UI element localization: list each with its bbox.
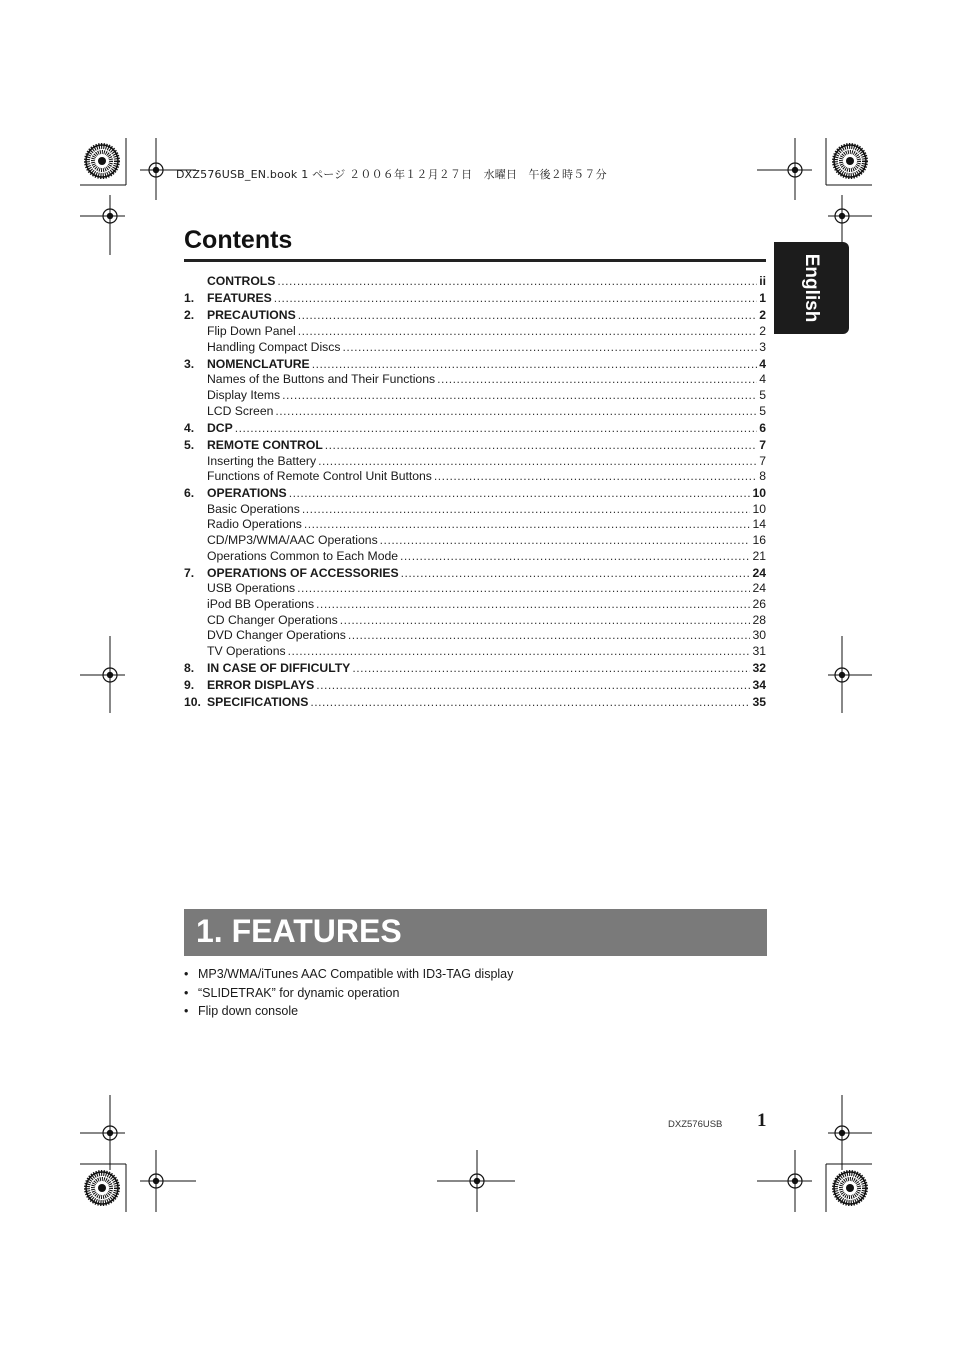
toc-leader-dots (304, 517, 751, 533)
toc-entry-page: ii (759, 274, 766, 288)
toc-entry-label: OPERATIONS (207, 486, 287, 501)
toc-leader-dots (316, 678, 750, 694)
features-list (184, 965, 513, 1021)
toc-leader-dots (275, 404, 757, 420)
toc-entry-label: NOMENCLATURE (207, 356, 310, 371)
toc-leader-dots (298, 308, 758, 324)
toc-entry (184, 695, 766, 711)
toc-entry-page: 16 (752, 533, 766, 548)
toc-leader-dots (325, 438, 757, 454)
toc-entry-label: USB Operations (207, 581, 296, 596)
toc-entry-page: 6 (759, 420, 766, 435)
toc-entry-page: 10 (752, 501, 766, 516)
toc-entry (184, 274, 766, 290)
toc-entry-page: 24 (752, 581, 766, 596)
toc-entry-page: 32 (752, 661, 766, 675)
toc-entry-label: FEATURES (207, 291, 272, 306)
toc-entry-label: CONTROLS (207, 274, 276, 288)
toc-leader-dots (342, 340, 757, 356)
toc-leader-dots (316, 597, 750, 613)
toc-entry (184, 628, 766, 644)
toc-leader-dots (274, 291, 757, 307)
toc-entry-page: 7 (759, 453, 766, 468)
feature-item (184, 1002, 513, 1021)
toc-entry-number: 3. (184, 356, 195, 371)
print-header-line: DXZ576USB_EN.book 1 ページ ２００６年１２月２７日 水曜日 午後２時５７分 (176, 168, 607, 181)
toc-entry-number: 8. (184, 661, 195, 675)
toc-leader-dots (400, 549, 750, 565)
toc-entry (184, 372, 766, 388)
toc-entry (184, 291, 766, 307)
toc-entry-page: 10 (752, 486, 766, 501)
toc-entry-page: 26 (752, 597, 766, 612)
table-of-contents (184, 274, 766, 711)
toc-entry (184, 502, 766, 518)
feature-item-text: MP3/WMA/iTunes AAC Compatible with ID3-TAG display (198, 967, 514, 982)
toc-leader-dots (288, 644, 751, 660)
toc-leader-dots (235, 421, 757, 437)
toc-entry-label: PRECAUTIONS (207, 308, 296, 323)
toc-leader-dots (289, 486, 751, 502)
toc-entry-label: Names of the Buttons and Their Functions (207, 372, 436, 387)
toc-entry-label: LCD Screen (207, 403, 274, 418)
language-tab-label: English (801, 253, 822, 323)
toc-entry-page: 4 (759, 356, 766, 371)
toc-entry-number: 7. (184, 565, 195, 580)
toc-entry-number: 1. (184, 291, 195, 306)
toc-entry-page: 21 (752, 548, 766, 563)
toc-entry-label: OPERATIONS OF ACCESSORIES (207, 565, 399, 580)
toc-entry-page: 35 (752, 695, 766, 710)
toc-entry-number: 4. (184, 420, 195, 435)
toc-entry-page: 3 (759, 339, 766, 354)
toc-leader-dots (401, 566, 751, 582)
toc-entry (184, 357, 766, 373)
toc-entry (184, 581, 766, 597)
toc-entry-page: 7 (759, 437, 766, 452)
toc-entry-label: Flip Down Panel (207, 323, 296, 338)
toc-leader-dots (302, 502, 751, 518)
toc-entry (184, 597, 766, 613)
toc-leader-dots (297, 581, 750, 597)
toc-entry-label: Inserting the Battery (207, 453, 317, 468)
feature-item (184, 965, 513, 984)
toc-entry-page: 1 (759, 291, 766, 306)
toc-leader-dots (282, 388, 757, 404)
toc-entry-label: REMOTE CONTROL (207, 437, 323, 452)
section-heading: 1. FEATURES (196, 913, 402, 949)
toc-leader-dots (312, 357, 758, 373)
toc-entry-page: 5 (759, 403, 766, 418)
toc-entry-page: 34 (752, 678, 766, 693)
toc-entry-label: DVD Changer Operations (207, 628, 346, 643)
toc-entry (184, 517, 766, 533)
toc-entry (184, 533, 766, 549)
toc-entry-label: IN CASE OF DIFFICULTY (207, 661, 351, 675)
feature-item-text: Flip down console (198, 1004, 299, 1019)
toc-leader-dots (277, 274, 757, 290)
toc-entry-number: 9. (184, 678, 195, 693)
toc-entry (184, 421, 766, 437)
toc-entry-label: Functions of Remote Control Unit Buttons (207, 469, 432, 484)
feature-item-text: “SLIDETRAK” for dynamic operation (198, 985, 400, 1000)
toc-entry-label: CD Changer Operations (207, 612, 338, 627)
toc-leader-dots (310, 695, 750, 711)
toc-entry (184, 469, 766, 485)
toc-entry (184, 644, 766, 660)
toc-entry-label: Radio Operations (207, 517, 302, 532)
bullet-icon: • (184, 985, 189, 1000)
toc-entry-page: 30 (752, 628, 766, 643)
toc-entry (184, 486, 766, 502)
toc-entry (184, 454, 766, 470)
bullet-icon: • (184, 967, 189, 982)
toc-entry (184, 388, 766, 404)
toc-entry (184, 438, 766, 454)
toc-leader-dots (298, 324, 757, 340)
toc-entry-label: Basic Operations (207, 501, 300, 516)
page-number: 1 (757, 1110, 767, 1131)
toc-entry-page: 5 (759, 387, 766, 402)
toc-entry (184, 613, 766, 629)
footer-model: DXZ576USB (668, 1119, 723, 1130)
toc-entry (184, 404, 766, 420)
toc-entry-label: Display Items (207, 387, 281, 402)
feature-item (184, 984, 513, 1003)
bullet-icon: • (184, 1004, 189, 1019)
page-title: Contents (184, 226, 293, 254)
toc-entry-number: 6. (184, 486, 195, 501)
toc-leader-dots (380, 533, 751, 549)
toc-entry-page: 24 (752, 565, 766, 580)
toc-entry-page: 2 (759, 308, 766, 323)
toc-entry (184, 308, 766, 324)
toc-entry (184, 661, 766, 677)
toc-entry-page: 14 (752, 517, 766, 532)
toc-entry-label: iPod BB Operations (207, 597, 315, 612)
toc-leader-dots (437, 372, 757, 388)
toc-entry (184, 340, 766, 356)
toc-leader-dots (352, 661, 750, 677)
toc-entry (184, 324, 766, 340)
toc-entry-label: CD/MP3/WMA/AAC Operations (207, 533, 378, 548)
toc-leader-dots (318, 454, 757, 470)
section-heading-bar (184, 909, 767, 956)
toc-leader-dots (348, 628, 751, 644)
toc-entry (184, 549, 766, 565)
toc-leader-dots (434, 469, 757, 485)
toc-entry-page: 8 (759, 469, 766, 484)
toc-entry-number: 10. (184, 695, 201, 710)
toc-entry-number: 5. (184, 437, 195, 452)
language-tab (774, 242, 849, 334)
toc-leader-dots (340, 613, 751, 629)
toc-entry-label: TV Operations (207, 643, 286, 658)
toc-entry-label: DCP (207, 420, 233, 435)
toc-entry-label: ERROR DISPLAYS (207, 678, 315, 693)
toc-entry-page: 31 (752, 643, 766, 658)
toc-entry-label: Handling Compact Discs (207, 339, 341, 354)
toc-entry-number: 2. (184, 308, 195, 323)
toc-entry-page: 4 (759, 372, 766, 387)
title-rule (184, 259, 766, 262)
toc-entry (184, 678, 766, 694)
toc-entry (184, 566, 766, 582)
toc-entry-label: SPECIFICATIONS (207, 695, 309, 710)
toc-entry-page: 28 (752, 612, 766, 627)
toc-entry-label: Operations Common to Each Mode (207, 548, 399, 563)
toc-entry-page: 2 (759, 323, 766, 338)
